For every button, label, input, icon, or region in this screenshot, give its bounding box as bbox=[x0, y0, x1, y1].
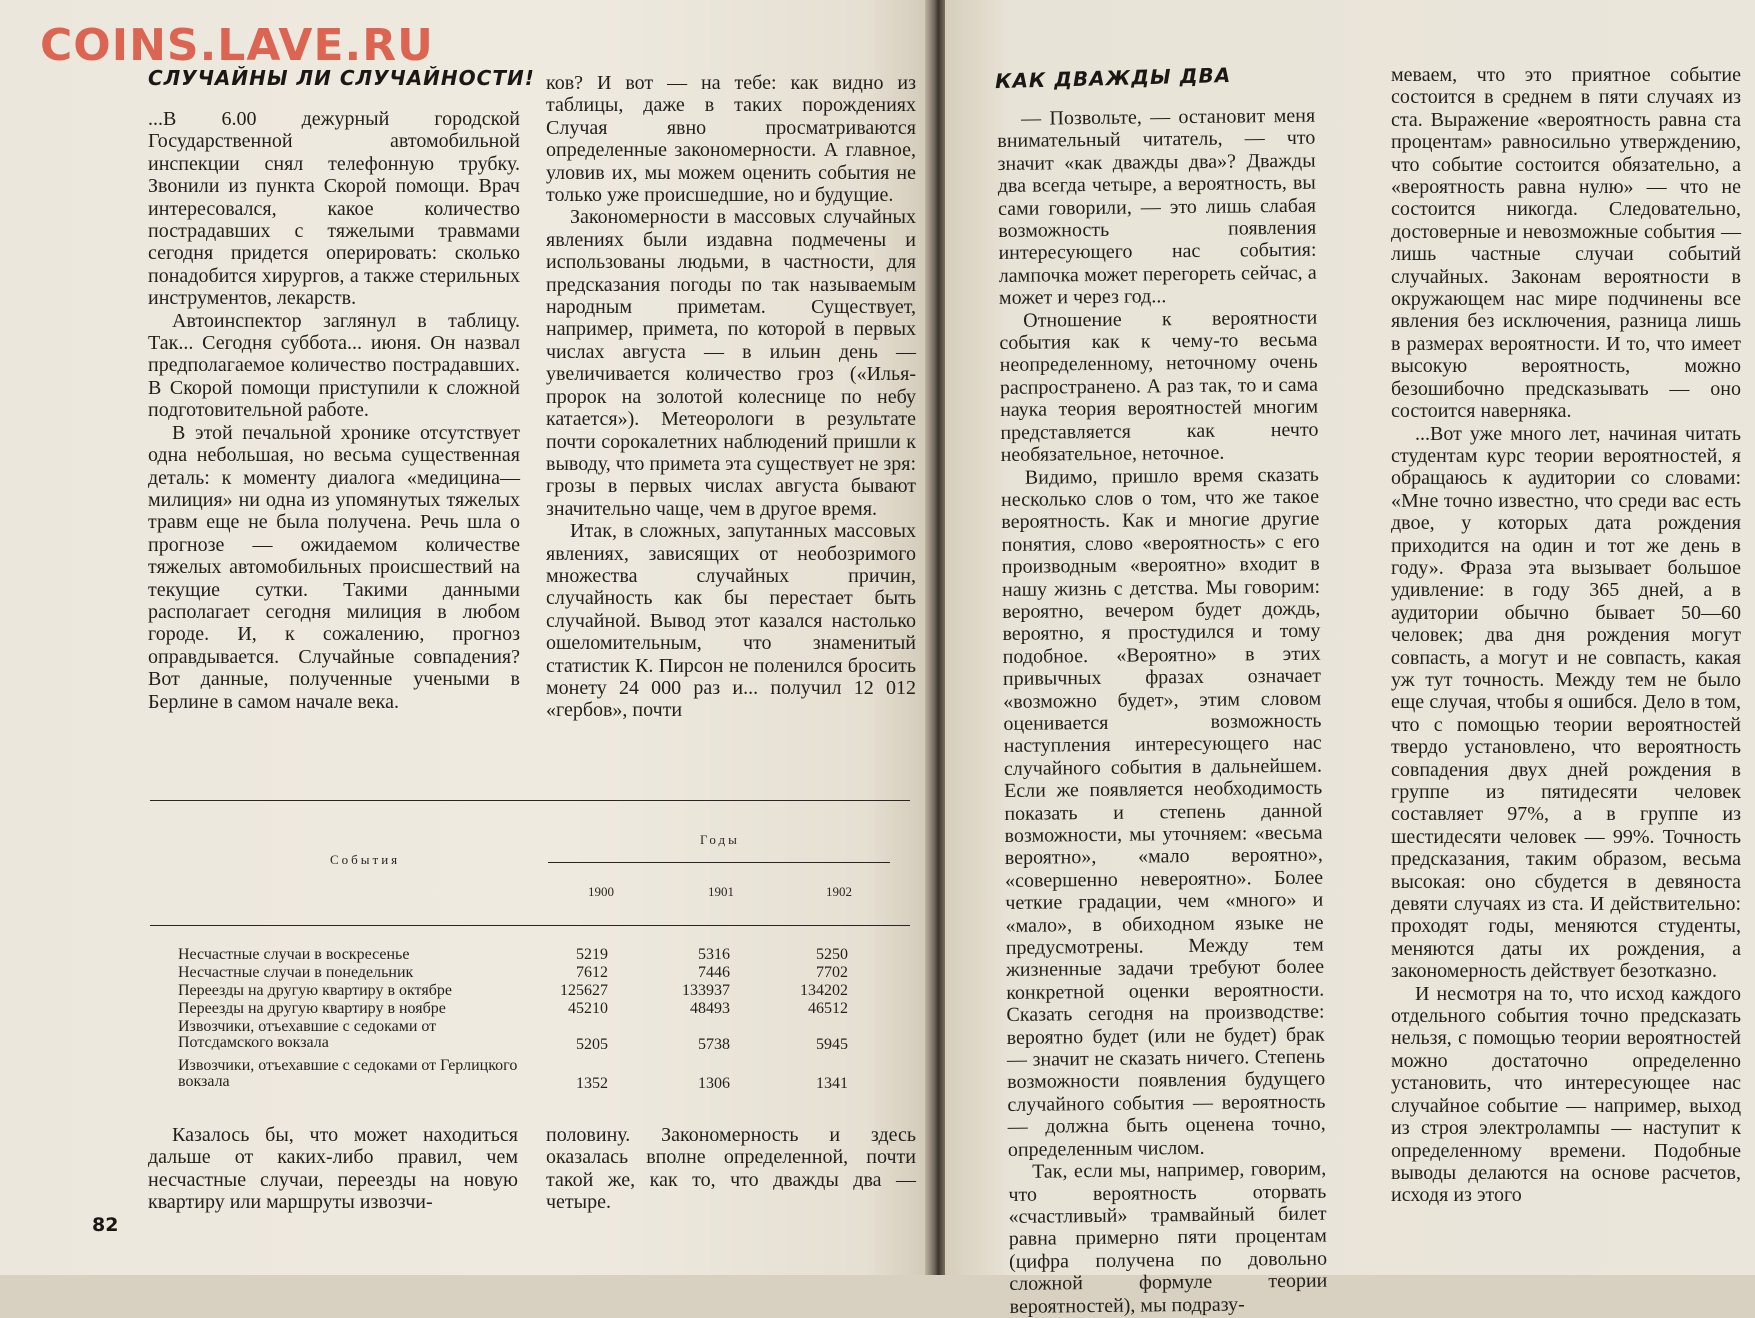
table-row bbox=[178, 1058, 900, 1094]
table-row bbox=[178, 947, 900, 965]
paragraph: ...В 6.00 дежурный городской Государственной автомобильной инспекции снял телефонную трубку. Звонили из пункта Скорой помощи. Врач интересовался, какое количество пострадавших с тяжелыми травмами сегодня придется оперировать: сколько понадобится хирургов, а также стерильных инструментов, лекарств. bbox=[148, 108, 520, 310]
table-cell: 46512 bbox=[808, 1000, 848, 1017]
table-row-label: Переезды на другую квартиру в октябре bbox=[178, 982, 452, 999]
table-cell: 1352 bbox=[576, 1075, 608, 1092]
paragraph: В этой печальной хронике отсутствует одна небольшая, но весьма существенная деталь: к моменту диалога «медицина—милиция» ни одна из упомянутых тяжелых травм еще не была получена. Речь шла о прогнозе — ожидаемом количестве тяжелых автомобильных происшествий на текущие сутки. Такими данными располагает сегодня милиция в любом городе. И, к сожалению, прогноз оправдывается. Случайные совпадения? Вот данные, полученные учеными в Берлине в самом начале века. bbox=[148, 421, 520, 713]
table-events-header: События bbox=[330, 852, 401, 867]
table-year-1902: 1902 bbox=[826, 884, 852, 899]
watermark: COINS.LAVE.RU bbox=[40, 20, 434, 71]
table-row-label: Извозчики, отъехавшие с седоками от Герлицкого вокзала bbox=[178, 1057, 518, 1090]
paragraph: Отношение к вероятности события как к чему-то весьма неопределенному, неточному очень распространено. А раз так, то и сама наука теория вероятностей многим представляется как нечто необязательное, неточное. bbox=[999, 306, 1319, 467]
right-page bbox=[945, 0, 1755, 1318]
table-cell: 125627 bbox=[560, 982, 608, 999]
table-row-label: Извозчики, отъехавшие с седоками от Потсдамского вокзала bbox=[178, 1018, 437, 1051]
table-cell: 134202 bbox=[800, 982, 848, 999]
paragraph: меваем, что это приятное событие состоится в среднем в пяти случаях из ста. Выражение «вероятность равна ста процентам» равносильно утверждению, что событие состоится обязательно, а «вероятность равна нулю» — что не состоится никогда. Следовательно, достоверные и невозможные события — лишь частные случаи событий случайных. Законам вероятности в окружающем нас мире подчинены все явления без исключения, разница лишь в размерах вероятности. И то, что имеет высокую вероятность, можно безошибочно предсказывать — оно состоится наверняка. bbox=[1391, 64, 1741, 423]
right-column-2 bbox=[1391, 64, 1741, 1207]
table-row bbox=[178, 1001, 900, 1019]
paragraph: Итак, в сложных, запутанных массовых явлениях, зависящих от необозримого множества случайных причин, случайность как бы перестает быть случайной. Вывод этот казался настолько ошеломительным, что знаменитый статистик К. Пирсон не поленился бросить монету 24 000 раз и... получил 12 012 «гербов», почти bbox=[546, 520, 916, 722]
right-column-1 bbox=[997, 105, 1328, 1318]
table-cell: 1306 bbox=[698, 1075, 730, 1092]
paragraph: Так, если мы, например, говорим, что вероятность оторвать «счастливый» трамвайный билет равна примерно пяти процентам (цифра получена по довольно сложной формуле теории вероятностей), мы подразу- bbox=[1008, 1157, 1328, 1318]
table-row bbox=[178, 1019, 900, 1055]
left-page-heading: СЛУЧАЙНЫ ЛИ СЛУЧАЙНОСТИ! bbox=[148, 66, 535, 90]
table-row-label: Переезды на другую квартиру в ноябре bbox=[178, 1000, 446, 1017]
paragraph: Автоинспектор заглянул в таблицу. Так... Сегодня суббота... июня. Он назвал предполагаемое количество пострадавших. В Скорой помощи приступили к сложной подготовительной работе. bbox=[148, 309, 520, 422]
table-cell: 5250 bbox=[816, 946, 848, 963]
table-cell: 5738 bbox=[698, 1036, 730, 1053]
table-year-1901: 1901 bbox=[708, 884, 734, 899]
table-row bbox=[178, 965, 900, 983]
table-row-label: Несчастные случаи в воскресенье bbox=[178, 946, 410, 963]
paragraph: И несмотря на то, что исход каждого отдельного события точно предсказать нельзя, с помощью теории вероятностей можно достаточно определенно установить, что интересующее нас случайное событие — например, выход из строя электролампы — наступит к определенному времени. Подобные выводы делаются на основе расчетов, исходя из этого bbox=[1391, 982, 1741, 1207]
table-cell: 5205 bbox=[576, 1036, 608, 1053]
left-bottom-column-2 bbox=[546, 1124, 916, 1214]
left-bottom-column-1 bbox=[148, 1124, 518, 1214]
page-number: 82 bbox=[92, 1214, 119, 1236]
right-page-heading: КАК ДВАЖДЫ ДВА bbox=[994, 62, 1232, 94]
table-cell: 5219 bbox=[576, 946, 608, 963]
table-header-rule bbox=[150, 925, 910, 926]
paragraph: Казалось бы, что может находиться дальше от каких-либо правил, чем несчастные случаи, переезды на новую квартиру или маршруты извозчи- bbox=[148, 1124, 518, 1214]
table-cell: 5945 bbox=[816, 1036, 848, 1053]
paragraph: Закономерности в массовых случайных явлениях были издавна подмечены и использованы людьми, в частности, для предсказания погоды по так называемым народным приметам. Существует, например, примета, по которой в первых числах августа — в ильин день — увеличивается количество гроз («Илья-пророк на золотой колеснице по небу катается»). Метеорологи в результате почти сорокалетних наблюдений пришли к выводу, что примета эта существует не зря: грозы в первых числах августа бывают значительно чаще, чем в другое время. bbox=[546, 206, 916, 520]
book-gutter bbox=[925, 0, 947, 1275]
table-row bbox=[178, 983, 900, 1001]
paragraph: ...Вот уже много лет, начиная читать студентам курс теории вероятностей, я обращаюсь к аудитории со словами: «Мне точно известно, что среди вас есть двое, у которых дата рождения приходится на один и тот же день в году». Фраза эта вызывает большое удивление: в году 365 дней, а в аудитории обычно бывает 50—60 человек; два дня рождения могут совпасть, а могут и не совпасть, какая уж тут точность. Между тем не было еще случая, чтобы я ошибся. Дело в том, что с помощью теории вероятностей твердо установлено, что вероятность совпадения двух дней рождения в группе из пятидесяти человек составляет 97%, а в группе из шестидесяти человек — 99%. Точность предсказания, таким образом, весьма высокая: оно сбудется в девяноста девяти случаях из ста. И действительно: проходят годы, меняются студенты, меняются даты их рождения, а закономерность действует безотказно. bbox=[1391, 422, 1741, 983]
table-cell: 45210 bbox=[568, 1000, 608, 1017]
table-cell: 7702 bbox=[816, 964, 848, 981]
table-years-header: Годы bbox=[700, 832, 740, 847]
table-cell: 1341 bbox=[816, 1075, 848, 1092]
table-row-label: Несчастные случаи в понедельник bbox=[178, 964, 414, 981]
table-cell: 133937 bbox=[682, 982, 730, 999]
table-year-1900: 1900 bbox=[588, 884, 614, 899]
paragraph: ков? И вот — на тебе: как видно из таблицы, даже в таких порождениях Случая явно просматриваются определенные закономерности. А главное, уловив их, мы можем оценить события не только уже происшедшие, но и будущие. bbox=[546, 72, 916, 207]
table-cell: 48493 bbox=[690, 1000, 730, 1017]
table-cell: 5316 bbox=[698, 946, 730, 963]
table-cell: 7446 bbox=[698, 964, 730, 981]
left-column-1 bbox=[148, 108, 520, 713]
table-years-rule bbox=[548, 862, 890, 863]
table-cell: 7612 bbox=[576, 964, 608, 981]
paragraph: — Позвольте, — остановит меня внимательный читатель, — что значит «как дважды два»? Дважды два всегда четыре, а вероятность, вы сами говорили, — это лишь слабая возможность появления интересующего нас события: лампочка может перегореть сейчас, а может и через год... bbox=[997, 104, 1317, 310]
left-column-2 bbox=[546, 72, 916, 722]
paragraph: половину. Закономерность и здесь оказалась вполне определенной, почти такой же, как то, что дважды два — четыре. bbox=[546, 1124, 916, 1214]
paragraph: Видимо, пришло время сказать несколько слов о том, что же такое вероятность. Как и многие другие понятия, слово «вероятность» с его производным «вероятно» входит в нашу жизнь с детства. Мы говорим: вероятно, вечером будет дождь, вероятно, я простудился и тому подобное. «Вероятно» в этих привычных фразах означает «возможно будет», этим словом оценивается возможность наступления интересующего нас случайного события в дальнейшем. Если же появляется необходимость показать и степень данной возможности, мы уточняем: «весьма вероятно», «мало вероятно», «совершенно невероятно». Более четкие градации, чем «много» и «мало», в обиходном языке не предусмотрены. Между тем жизненные задачи требуют более конкретной оценки вероятности. Сказать сегодня на производстве: вероятно будет (или не будет) брак — значит не сказать ничего. Степень возможности появления будущего случайного события — вероятность — должна быть оценена точно, определенным числом. bbox=[1000, 463, 1326, 1161]
table-top-rule bbox=[150, 800, 910, 801]
